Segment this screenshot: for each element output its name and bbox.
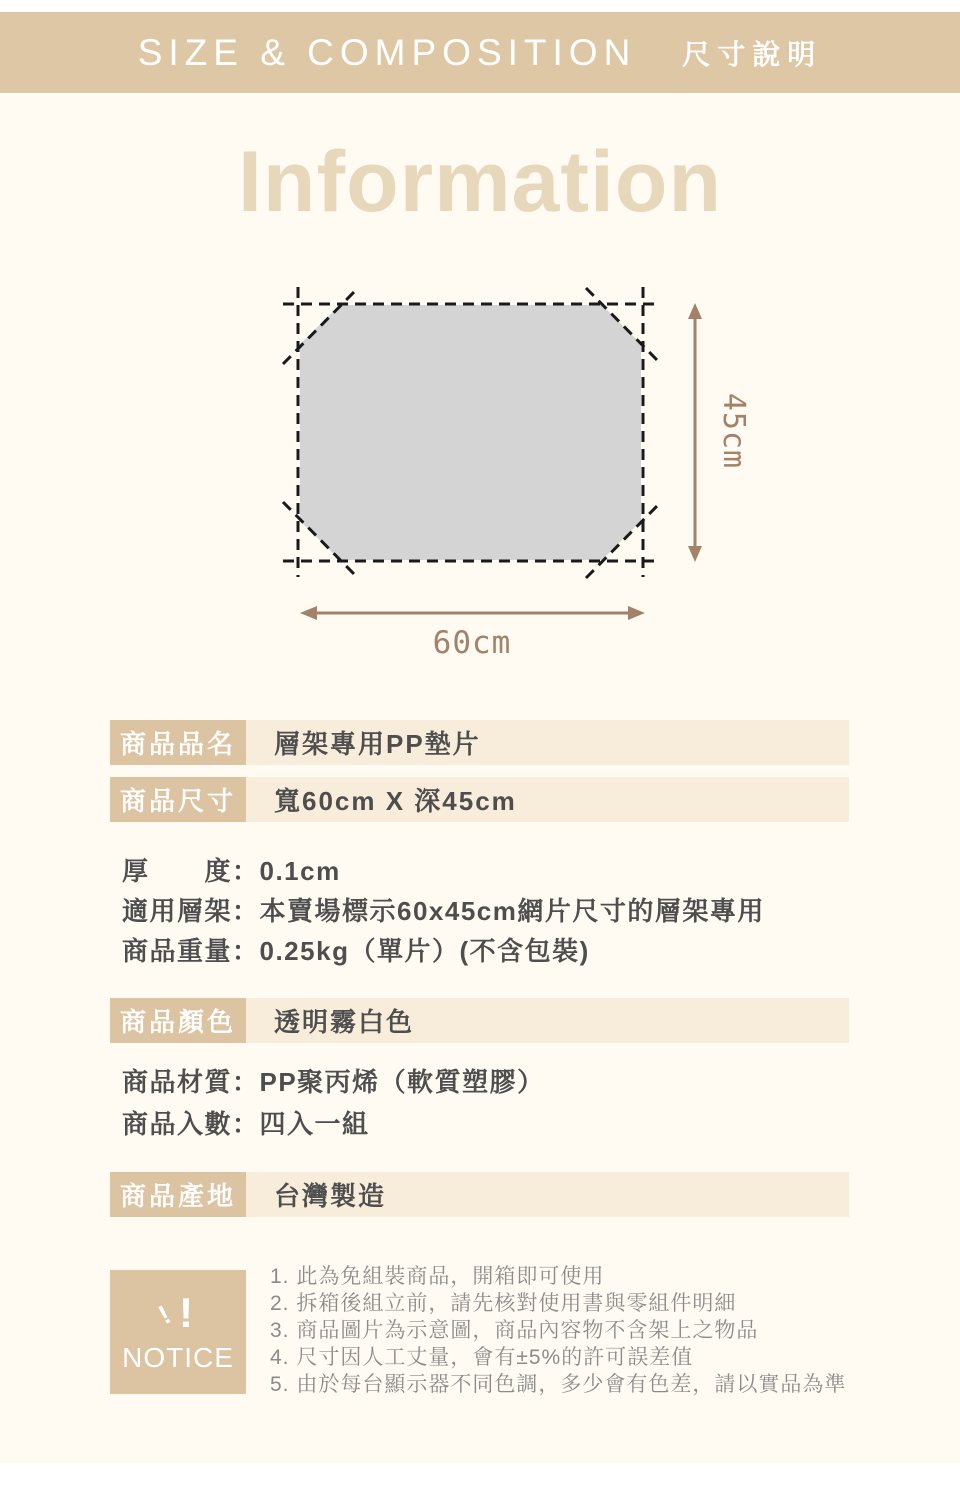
spec-value-product-size: 寬60cm X 深45cm xyxy=(246,777,849,822)
notice-badge xyxy=(110,1270,246,1394)
header-title-chinese: 尺寸說明 xyxy=(682,38,823,70)
spec-text-block-2 xyxy=(122,1061,545,1145)
spec-value-product-origin: 台灣製造 xyxy=(246,1172,849,1217)
spec-row-product-origin xyxy=(110,1172,849,1217)
spec-value-product-name: 層架專用PP墊片 xyxy=(246,720,849,765)
spec-line-material: 商品材質：PP聚丙烯（軟質塑膠） xyxy=(122,1067,545,1097)
notice-item-4: 4. 尺寸因人工丈量，會有±5%的許可誤差值 xyxy=(270,1346,694,1369)
notice-item-2: 2. 拆箱後組立前，請先核對使用書與零組件明細 xyxy=(270,1292,737,1315)
exclamation-big-icon: ! xyxy=(179,1289,193,1336)
exclamation-small-icon: ! xyxy=(153,1299,176,1331)
pp-pad-shape xyxy=(300,305,641,560)
spec-label-product-origin: 商品產地 xyxy=(110,1172,246,1217)
notice-label: NOTICE xyxy=(122,1342,234,1373)
notice-item-1: 1. 此為免組裝商品，開箱即可使用 xyxy=(270,1265,605,1288)
spec-label-product-name: 商品品名 xyxy=(110,720,246,765)
spec-value-product-color: 透明霧白色 xyxy=(246,998,849,1043)
spec-row-product-color xyxy=(110,998,849,1043)
spec-line-thickness: 厚 度：0.1cm xyxy=(122,856,341,886)
spec-line-weight: 商品重量：0.25kg（單片）(不含包裝) xyxy=(122,936,590,966)
exclamation-icon xyxy=(153,1289,193,1336)
spec-line-quantity: 商品入數：四入一組 xyxy=(122,1109,370,1139)
information-heading: Information xyxy=(238,134,722,230)
spec-line-compatible-shelf: 適用層架：本賣場標示60x45cm網片尺寸的層架專用 xyxy=(122,896,765,926)
spec-text-block-1 xyxy=(122,851,765,971)
spec-label-product-color: 商品顏色 xyxy=(110,998,246,1043)
spec-label-product-size: 商品尺寸 xyxy=(110,777,246,822)
notice-item-5: 5. 由於每台顯示器不同色調，多少會有色差，請以實品為準 xyxy=(270,1373,847,1396)
notice-list xyxy=(270,1263,846,1398)
dimension-diagram xyxy=(255,270,755,670)
spec-row-product-name xyxy=(110,720,849,765)
width-dimension-label: 60cm xyxy=(432,625,512,661)
section-header-bar xyxy=(0,12,960,93)
width-arrow xyxy=(300,606,645,620)
header-title-english: SIZE & COMPOSITION xyxy=(137,31,637,73)
height-arrow xyxy=(688,303,702,562)
height-dimension-label: 45cm xyxy=(716,392,751,470)
notice-item-3: 3. 商品圖片為示意圖，商品內容物不含架上之物品 xyxy=(270,1319,759,1342)
spec-row-product-size xyxy=(110,777,849,822)
